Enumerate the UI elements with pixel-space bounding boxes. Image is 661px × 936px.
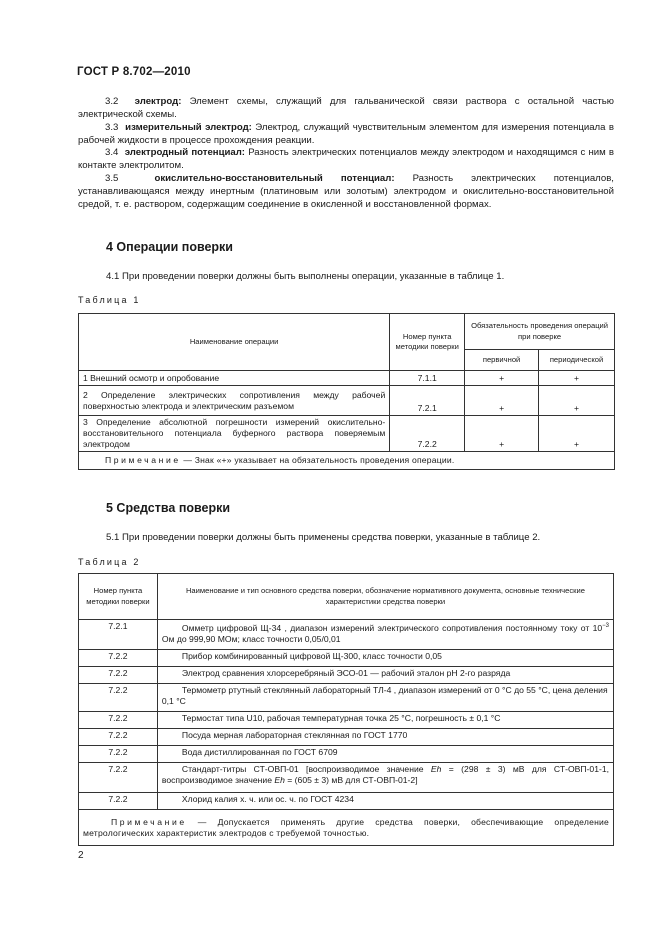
table-row: [79, 729, 614, 746]
t1-header-num: Номер пункта методики поверки: [390, 314, 465, 371]
table-row: [79, 620, 614, 650]
table-2: [78, 573, 614, 846]
table-2-note: Примечание — Допускается применять другие средства поверки, обеспечивающие определение метрологических характеристик электродов с требуемой точностью.: [79, 810, 614, 846]
table-1-caption: Таблица 1: [78, 295, 141, 305]
t1-op-primary: +: [465, 386, 539, 416]
t2-header-desc: Наименование и тип основного средства поверки, обозначение нормативного документа, основные технические характеристики средства поверки: [157, 574, 613, 620]
definition-3-2: 3.2 электрод: Элемент схемы, служащий для гальванической связи раствора с остальной частью электрической схемы.: [78, 96, 614, 121]
section-4-intro: 4.1 При проведении поверки должны быть выполнены операции, указанные в таблице 1.: [106, 271, 505, 282]
t1-op-primary: +: [465, 371, 539, 386]
table-row: [79, 667, 614, 684]
t1-op-num: 7.1.1: [390, 371, 465, 386]
table-row: [79, 763, 614, 793]
t2-row-desc: Прибор комбинированный цифровой Щ-300, класс точности 0,05: [157, 650, 613, 667]
definition-3-5: 3.5 окислительно-восстановительный потенциал: Разность электрических потенциалов, устанавливающаяся между инертным (платиновым или золотым) электродом и окислительно-восстановительной средой, т. е. раствором, содержащим соединение в окисленной и восстановленной формах.: [78, 173, 614, 211]
t2-row-num: 7.2.2: [79, 793, 158, 810]
t1-header-name: Наименование операции: [79, 314, 390, 371]
table-row: [79, 712, 614, 729]
definition-term: электрод:: [134, 96, 182, 107]
table-row: [79, 650, 614, 667]
table-1-note: Примечание — Знак «+» указывает на обязательность проведения операции.: [79, 452, 615, 470]
t2-row-desc: Термометр ртутный стеклянный лабораторный ТЛ-4 , диапазон измерений от 0 °С до 55 °С, цена деления 0,1 °С: [157, 684, 613, 712]
t1-op-num: 7.2.2: [390, 416, 465, 452]
t2-row-desc: Электрод сравнения хлорсеребряный ЭСО-01 — рабочий эталон pH 2-го разряда: [157, 667, 613, 684]
table-row: [79, 371, 615, 386]
section-4-title: 4 Операции поверки: [106, 240, 233, 254]
t1-op-periodic: +: [539, 371, 615, 386]
t2-row-num: 7.2.2: [79, 729, 158, 746]
definition-term: окислительно-восстановительный потенциал:: [154, 173, 395, 184]
t2-row-num: 7.2.2: [79, 746, 158, 763]
t1-op-periodic: +: [539, 386, 615, 416]
page-number: 2: [78, 850, 84, 861]
t1-op-name: 1 Внешний осмотр и опробование: [79, 371, 390, 386]
t1-op-name: 3 Определение абсолютной погрешности измерений окислительно-восстановительного потенциала буферного раствора поверяемым электродом: [79, 416, 390, 452]
t1-header-req: Обязательность проведения операций при поверке: [465, 314, 615, 350]
t2-row-num: 7.2.2: [79, 712, 158, 729]
t1-op-num: 7.2.1: [390, 386, 465, 416]
table-1: [78, 313, 615, 470]
t1-op-periodic: +: [539, 416, 615, 452]
table-2-caption: Таблица 2: [78, 557, 141, 567]
section-5-title: 5 Средства поверки: [106, 501, 231, 515]
table-row: [79, 793, 614, 810]
definition-3-4: 3.4 электродный потенциал: Разность электрических потенциалов между электродом и находящимся с ним в контакте электролитом.: [78, 147, 614, 172]
t2-header-num: Номер пункта методики поверки: [79, 574, 158, 620]
t2-row-num: 7.2.2: [79, 667, 158, 684]
t2-row-desc: Вода дистиллированная по ГОСТ 6709: [157, 746, 613, 763]
t2-row-num: 7.2.2: [79, 650, 158, 667]
table-row: [79, 416, 615, 452]
t2-row-desc: Термостат типа U10, рабочая температурная точка 25 °С, погрешность ± 0,1 °С: [157, 712, 613, 729]
t1-header-periodic: периодической: [539, 350, 615, 371]
definition-term: электродный потенциал:: [124, 147, 246, 158]
definition-term: измерительный электрод:: [125, 122, 252, 133]
t2-row-desc: Хлорид калия х. ч. или ос. ч. по ГОСТ 4234: [157, 793, 613, 810]
definition-3-3: 3.3 измерительный электрод: Электрод, служащий чувствительным элементом для измерения потенциала в рабочей жидкости в процессе прохождения реакции.: [78, 122, 614, 147]
t1-header-primary: первичной: [465, 350, 539, 371]
t2-row-desc: Стандарт-титры СТ-ОВП-01 [воспроизводимое значение Eh = (298 ± 3) мВ для СТ-ОВП-01-1, воспроизводимое значение Eh = (605 ± 3) мВ для СТ-ОВП-01-2]: [157, 763, 613, 793]
t2-row-num: 7.2.2: [79, 763, 158, 793]
t1-op-primary: +: [465, 416, 539, 452]
t2-row-desc: Омметр цифровой Щ-34 , диапазон измерений электрического сопротивления постоянному току от $10^{-3}$ Ом до 999,90 МОм; класс точности 0,05/0,01: [157, 620, 613, 650]
table-row: [79, 386, 615, 416]
table-row: [79, 746, 614, 763]
table-row: [79, 684, 614, 712]
t1-op-name: 2 Определение электрических сопротивления между рабочей поверхностью электрода и электрическим разъемом: [79, 386, 390, 416]
t2-row-num: 7.2.1: [79, 620, 158, 650]
t2-row-desc: Посуда мерная лабораторная стеклянная по ГОСТ 1770: [157, 729, 613, 746]
t2-row-num: 7.2.2: [79, 684, 158, 712]
standard-header: ГОСТ Р 8.702—2010: [77, 66, 191, 78]
section-5-intro: 5.1 При проведении поверки должны быть применены средства поверки, указанные в таблице 2.: [106, 532, 541, 543]
